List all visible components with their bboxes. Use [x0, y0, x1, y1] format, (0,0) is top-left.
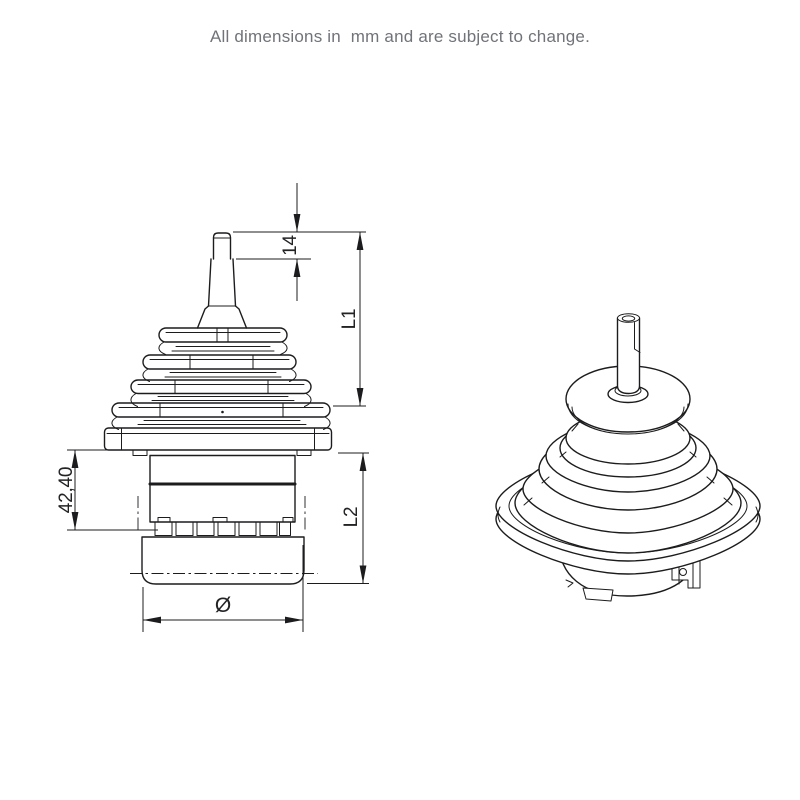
dimension-note: All dimensions in mm and are subject to change.: [209, 27, 590, 46]
dim-label-diameter: Ø: [214, 594, 232, 617]
iso-shaft: [608, 314, 648, 403]
sensor-housing: [150, 456, 295, 523]
centerlines: [130, 411, 318, 574]
isometric-view: [496, 314, 760, 601]
front-view: [56, 183, 369, 632]
dim-label-flange-depth: 42,40: [56, 466, 77, 514]
terminal-pins: [155, 518, 293, 536]
dim-label-upper-height: L1: [339, 308, 360, 330]
mounting-flange: [105, 428, 332, 456]
joystick-shaft: [198, 233, 247, 328]
dim-label-shaft-tip: 14: [280, 235, 301, 256]
dim-label-lower-height: L2: [341, 506, 362, 528]
bellows-boot: [112, 328, 330, 430]
lower-body: [142, 537, 304, 584]
